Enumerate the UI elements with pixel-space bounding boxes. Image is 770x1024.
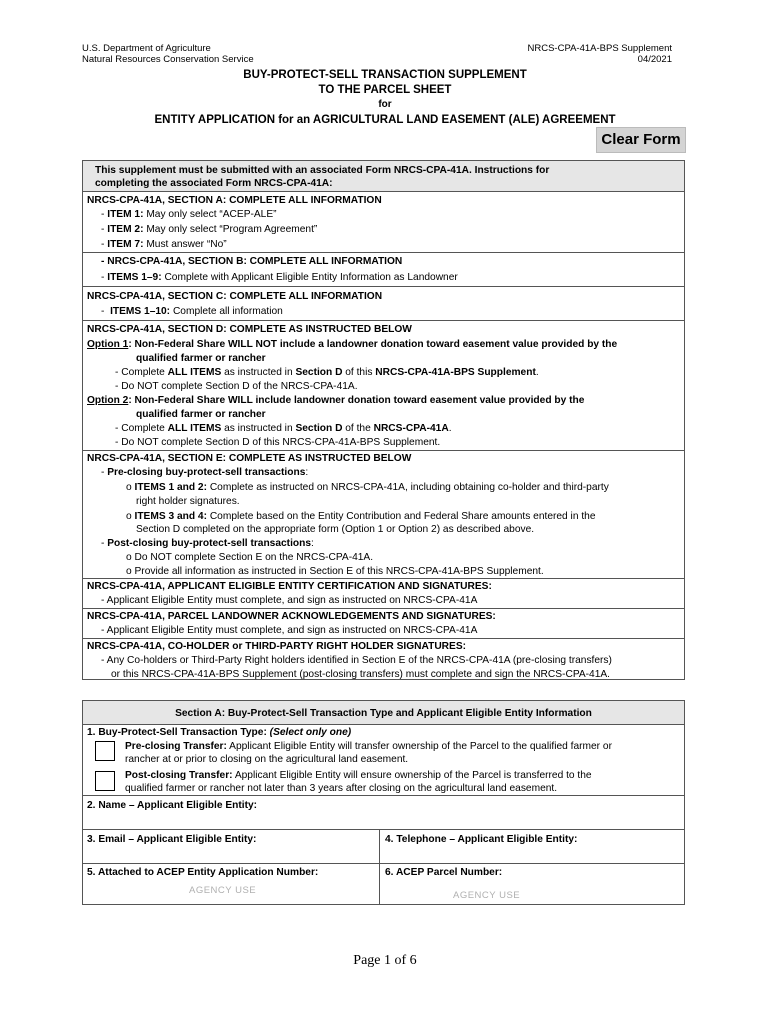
email-field-label: 3. Email – Applicant Eligible Entity: bbox=[87, 834, 257, 845]
list-item-cont: right holder signatures. bbox=[136, 496, 240, 507]
list-item: - Applicant Eligible Entity must complete, and sign as instructed on NRCS-CPA-41A bbox=[101, 625, 478, 636]
list-item: o ITEMS 1 and 2: Complete as instructed on NRCS-CPA-41A, including obtaining co-holder and third-party bbox=[126, 482, 609, 493]
list-item: - Do NOT complete Section D of the NRCS-CPA-41A. bbox=[115, 381, 358, 392]
section-a-form bbox=[82, 700, 685, 905]
parcel-number-agency-use: AGENCY USE bbox=[453, 890, 521, 901]
list-item: - Post-closing buy-protect-sell transactions: bbox=[101, 538, 314, 549]
certification-heading: NRCS-CPA-41A, APPLICANT ELIGIBLE ENTITY CERTIFICATION AND SIGNATURES: bbox=[87, 581, 492, 592]
application-number-agency-use: AGENCY USE bbox=[189, 885, 257, 896]
title-application: ENTITY APPLICATION for an AGRICULTURAL LAND EASEMENT (ALE) AGREEMENT bbox=[154, 114, 616, 126]
agency-name: U.S. Department of Agriculture bbox=[82, 43, 211, 54]
list-item: - Pre-closing buy-protect-sell transactions: bbox=[101, 467, 309, 478]
list-item: - ITEMS 1–9: Complete with Applicant Eligible Entity Information as Landowner bbox=[101, 272, 458, 283]
page-number: Page 1 of 6 bbox=[353, 953, 417, 968]
clear-form-button[interactable]: Clear Form bbox=[596, 127, 686, 153]
section-a-title: Section A: Buy-Protect-Sell Transaction Type and Applicant Eligible Entity Information bbox=[175, 708, 592, 719]
section-a-title-bar bbox=[83, 701, 684, 724]
name-field-label: 2. Name – Applicant Eligible Entity: bbox=[87, 800, 258, 811]
list-item: - Complete ALL ITEMS as instructed in Section D of the NRCS-CPA-41A. bbox=[115, 423, 452, 434]
form-id: NRCS-CPA-41A-BPS Supplement bbox=[527, 43, 672, 54]
agency-subname: Natural Resources Conservation Service bbox=[82, 54, 254, 65]
instructions-box bbox=[82, 160, 685, 680]
title-for: for bbox=[378, 99, 392, 110]
option-1: Option 1: Non-Federal Share WILL NOT include a landowner donation toward easement value provided by the bbox=[87, 339, 618, 350]
post-closing-label-cont: qualified farmer or rancher not later than 3 years after closing on the agricultural land easement. bbox=[125, 783, 558, 794]
list-item: - Applicant Eligible Entity must complete, and sign as instructed on NRCS-CPA-41A bbox=[101, 595, 478, 606]
landowner-heading: NRCS-CPA-41A, PARCEL LANDOWNER ACKNOWLEDGEMENTS AND SIGNATURES: bbox=[87, 611, 496, 622]
post-closing-label: Post-closing Transfer: Applicant Eligible Entity will ensure ownership of the Parcel is transferred to the bbox=[125, 770, 592, 781]
section-c-heading: NRCS-CPA-41A, SECTION C: COMPLETE ALL INFORMATION bbox=[87, 291, 383, 302]
pre-closing-checkbox[interactable] bbox=[95, 741, 115, 761]
post-closing-checkbox[interactable] bbox=[95, 771, 115, 791]
telephone-field[interactable] bbox=[385, 847, 681, 861]
question-1: 1. Buy-Protect-Sell Transaction Type: (Select only one) bbox=[87, 727, 352, 738]
pre-closing-label: Pre-closing Transfer: Applicant Eligible Entity will transfer ownership of the Parcel to the qualified farmer or bbox=[125, 741, 612, 752]
list-item: - ITEM 1: May only select “ACEP-ALE” bbox=[101, 209, 277, 220]
application-number-label: 5. Attached to ACEP Entity Application Number: bbox=[87, 867, 319, 878]
parcel-number-label: 6. ACEP Parcel Number: bbox=[385, 867, 503, 878]
list-item-cont: or this NRCS-CPA-41A-BPS Supplement (post-closing transfers) must complete and sign the NRCS-CPA-41A. bbox=[111, 669, 610, 680]
list-item: o Provide all information as instructed in Section E of this NRCS-CPA-41A-BPS Supplement. bbox=[126, 566, 544, 577]
telephone-field-label: 4. Telephone – Applicant Eligible Entity: bbox=[385, 834, 578, 845]
coholder-heading: NRCS-CPA-41A, CO-HOLDER or THIRD-PARTY RIGHT HOLDER SIGNATURES: bbox=[87, 641, 467, 652]
intro-line: This supplement must be submitted with an associated Form NRCS-CPA-41A. Instructions for bbox=[95, 165, 550, 176]
list-item: - ITEM 2: May only select “Program Agreement” bbox=[101, 224, 318, 235]
page-title: BUY-PROTECT-SELL TRANSACTION SUPPLEMENT bbox=[243, 69, 527, 81]
email-field[interactable] bbox=[87, 847, 373, 861]
section-a-heading: NRCS-CPA-41A, SECTION A: COMPLETE ALL INFORMATION bbox=[87, 195, 382, 206]
section-e-heading: NRCS-CPA-41A, SECTION E: COMPLETE AS INSTRUCTED BELOW bbox=[87, 453, 412, 464]
list-item: - Complete ALL ITEMS as instructed in Section D of this NRCS-CPA-41A-BPS Supplement. bbox=[115, 367, 539, 378]
section-d-heading: NRCS-CPA-41A, SECTION D: COMPLETE AS INSTRUCTED BELOW bbox=[87, 324, 412, 335]
form-date: 04/2021 bbox=[637, 54, 672, 65]
list-item-cont: Section D completed on the appropriate form (Option 1 or Option 2) as described above. bbox=[136, 524, 535, 535]
list-item: - Any Co-holders or Third-Party Right holders identified in Section E of the NRCS-CPA-41A (pre-closing transfers) bbox=[101, 655, 612, 666]
option-2: Option 2: Non-Federal Share WILL include landowner donation toward easement value provided by the bbox=[87, 395, 585, 406]
option-1-cont: qualified farmer or rancher bbox=[136, 353, 266, 364]
section-b-heading: - NRCS-CPA-41A, SECTION B: COMPLETE ALL INFORMATION bbox=[101, 256, 403, 267]
instructions-intro bbox=[83, 161, 684, 191]
name-field[interactable] bbox=[87, 813, 681, 828]
option-2-cont: qualified farmer or rancher bbox=[136, 409, 266, 420]
list-item: - Do NOT complete Section D of this NRCS-CPA-41A-BPS Supplement. bbox=[115, 437, 441, 448]
pre-closing-label-cont: rancher at or prior to closing on the agricultural land easement. bbox=[125, 754, 409, 765]
list-item: o ITEMS 3 and 4: Complete based on the Entity Contribution and Federal Share amounts entered in the bbox=[126, 511, 596, 522]
intro-line: completing the associated Form NRCS-CPA-41A: bbox=[95, 178, 333, 189]
list-item: - ITEMS 1–10: Complete all information bbox=[101, 306, 283, 317]
page-subtitle: TO THE PARCEL SHEET bbox=[318, 84, 452, 96]
list-item: - ITEM 7: Must answer “No” bbox=[101, 239, 227, 250]
list-item: o Do NOT complete Section E on the NRCS-CPA-41A. bbox=[126, 552, 374, 563]
